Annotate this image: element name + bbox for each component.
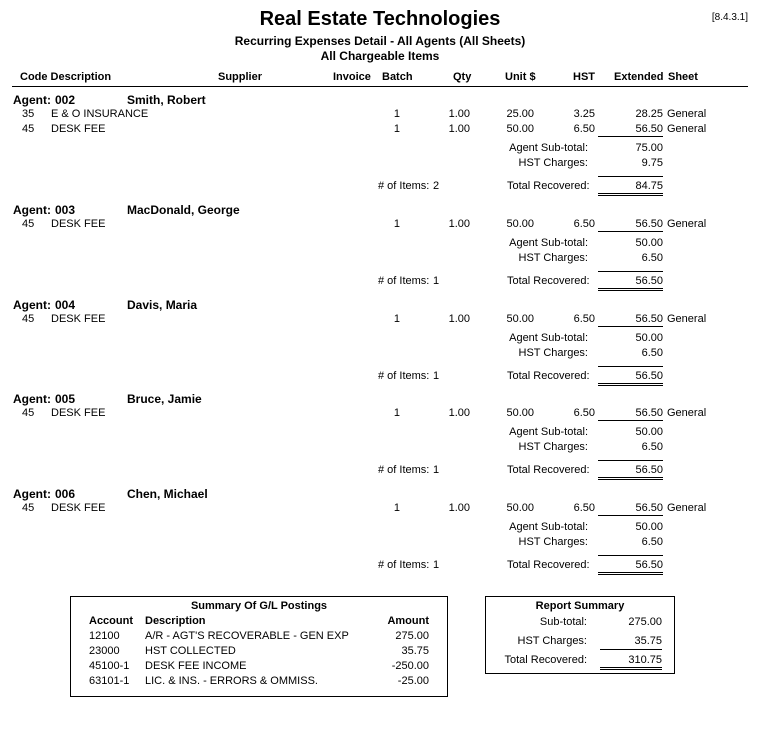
subtotal-label: Agent Sub-total: <box>509 237 588 249</box>
row-sheet: General <box>667 313 707 325</box>
total-recovered-label: Total Recovered: <box>507 370 590 382</box>
gl-amount: 35.75 <box>401 645 429 657</box>
col-invoice: Invoice <box>333 71 371 83</box>
total-recovered-value: 84.75 <box>635 180 663 192</box>
items-count: 1 <box>433 464 440 476</box>
row-extended: 56.50 <box>635 313 663 325</box>
total-double-rule-1 <box>598 477 663 478</box>
total-rule-top <box>598 555 663 556</box>
row-code: 45 <box>22 407 35 419</box>
row-description: DESK FEE <box>51 502 106 514</box>
report-summary-subtotal-label: Sub-total: <box>539 616 587 628</box>
hst-charges-label: HST Charges: <box>518 157 588 169</box>
gl-amount: 275.00 <box>395 630 429 642</box>
row-batch: 1 <box>393 123 400 135</box>
row-qty: 1.00 <box>448 108 470 120</box>
row-qty: 1.00 <box>448 218 470 230</box>
gl-amount: -250.00 <box>391 660 429 672</box>
total-double-rule-2 <box>598 290 663 291</box>
row-hst: 6.50 <box>573 407 595 419</box>
subtotal-value: 50.00 <box>635 332 663 344</box>
row-sheet: General <box>667 218 707 230</box>
gl-amount: -25.00 <box>397 675 429 687</box>
report-summary-hst-label: HST Charges: <box>517 635 587 647</box>
row-batch: 1 <box>393 313 400 325</box>
col-sheet: Sheet <box>668 71 698 83</box>
report-summary-double-rule-1 <box>600 667 662 668</box>
hst-charges-value: 6.50 <box>641 536 663 548</box>
items-count: 1 <box>433 275 440 287</box>
row-code: 45 <box>22 502 35 514</box>
hst-charges-value: 6.50 <box>641 252 663 264</box>
agent-label: Agent: <box>13 93 51 107</box>
subtotal-value: 50.00 <box>635 521 663 533</box>
row-unit: 50.00 <box>506 123 534 135</box>
total-recovered-value: 56.50 <box>635 559 663 571</box>
hst-charges-label: HST Charges: <box>518 252 588 264</box>
col-hst: HST <box>573 71 595 83</box>
agent-name: Davis, Maria <box>127 298 198 312</box>
agent-label: Agent: <box>13 392 51 406</box>
subtotal-label: Agent Sub-total: <box>509 142 588 154</box>
row-sheet: General <box>667 407 707 419</box>
agent-label: Agent: <box>13 487 51 501</box>
total-double-rule-1 <box>598 288 663 289</box>
items-label: # of Items: <box>378 275 430 287</box>
row-extended: 56.50 <box>635 407 663 419</box>
row-unit: 50.00 <box>506 502 534 514</box>
subtotal-value: 75.00 <box>635 142 663 154</box>
items-label: # of Items: <box>378 559 430 571</box>
items-label: # of Items: <box>378 180 430 192</box>
report-subtitle: Recurring Expenses Detail - All Agents (All Sheets) <box>234 34 526 48</box>
gl-account: 23000 <box>89 645 120 657</box>
gl-summary-box <box>70 596 448 697</box>
total-recovered-value: 56.50 <box>635 464 663 476</box>
report-summary-hst: 35.75 <box>634 635 662 647</box>
row-unit: 50.00 <box>506 218 534 230</box>
row-sheet: General <box>667 123 707 135</box>
row-qty: 1.00 <box>448 502 470 514</box>
agent-name: MacDonald, George <box>127 203 240 217</box>
hst-charges-value: 6.50 <box>641 347 663 359</box>
extended-rule <box>598 136 663 137</box>
hst-charges-value: 9.75 <box>641 157 663 169</box>
total-recovered-label: Total Recovered: <box>507 464 590 476</box>
subtotal-label: Agent Sub-total: <box>509 332 588 344</box>
row-sheet: General <box>667 502 707 514</box>
row-hst: 6.50 <box>573 218 595 230</box>
row-code: 45 <box>22 313 35 325</box>
report-summary-title: Report Summary <box>535 600 625 612</box>
extended-rule <box>598 420 663 421</box>
extended-rule <box>598 326 663 327</box>
agent-name: Bruce, Jamie <box>127 392 202 406</box>
report-summary-double-rule-2 <box>600 669 662 670</box>
total-recovered-label: Total Recovered: <box>507 275 590 287</box>
row-description: DESK FEE <box>51 407 106 419</box>
report-summary-total-label: Total Recovered: <box>504 654 587 666</box>
row-code: 45 <box>22 218 35 230</box>
total-rule-top <box>598 271 663 272</box>
total-recovered-value: 56.50 <box>635 370 663 382</box>
items-label: # of Items: <box>378 464 430 476</box>
total-double-rule-2 <box>598 574 663 575</box>
gl-account: 12100 <box>89 630 120 642</box>
col-unit: Unit $ <box>505 71 536 83</box>
row-unit: 25.00 <box>506 108 534 120</box>
agent-id: 002 <box>55 93 76 107</box>
gl-account: 45100-1 <box>89 660 130 672</box>
row-extended: 28.25 <box>635 108 663 120</box>
agent-label: Agent: <box>13 298 51 312</box>
items-label: # of Items: <box>378 370 430 382</box>
total-recovered-label: Total Recovered: <box>507 559 590 571</box>
gl-account: 63101-1 <box>89 675 130 687</box>
gl-summary-title: Summary Of G/L Postings <box>190 600 328 612</box>
subtotal-label: Agent Sub-total: <box>509 426 588 438</box>
agent-name: Chen, Michael <box>127 487 208 501</box>
report-summary-total: 310.75 <box>628 654 662 666</box>
hst-charges-label: HST Charges: <box>518 536 588 548</box>
row-batch: 1 <box>393 218 400 230</box>
gl-header-description: Description <box>145 615 206 627</box>
total-double-rule-1 <box>598 572 663 573</box>
total-rule-top <box>598 176 663 177</box>
total-recovered-value: 56.50 <box>635 275 663 287</box>
row-hst: 6.50 <box>573 313 595 325</box>
row-description: DESK FEE <box>51 313 106 325</box>
agent-id: 005 <box>55 392 76 406</box>
row-sheet: General <box>667 108 707 120</box>
col-supplier: Supplier <box>218 71 263 83</box>
report-title: Real Estate Technologies <box>259 8 501 30</box>
report-summary-rule <box>600 649 662 650</box>
report-summary-subtotal: 275.00 <box>628 616 662 628</box>
total-rule-top <box>598 460 663 461</box>
gl-description: LIC. & INS. - ERRORS & OMMISS. <box>145 675 318 687</box>
extended-rule <box>598 515 663 516</box>
row-extended: 56.50 <box>635 218 663 230</box>
subtotal-label: Agent Sub-total: <box>509 521 588 533</box>
report-subtitle-2: All Chargeable Items <box>320 49 440 63</box>
row-batch: 1 <box>393 502 400 514</box>
row-unit: 50.00 <box>506 313 534 325</box>
row-batch: 1 <box>393 407 400 419</box>
row-qty: 1.00 <box>448 123 470 135</box>
row-hst: 6.50 <box>573 123 595 135</box>
agent-id: 006 <box>55 487 76 501</box>
row-unit: 50.00 <box>506 407 534 419</box>
row-hst: 6.50 <box>573 502 595 514</box>
col-extended: Extended <box>614 71 664 83</box>
hst-charges-value: 6.50 <box>641 441 663 453</box>
total-recovered-label: Total Recovered: <box>507 180 590 192</box>
report-summary-box <box>485 596 675 674</box>
agent-label: Agent: <box>13 203 51 217</box>
total-double-rule-1 <box>598 383 663 384</box>
gl-header-amount: Amount <box>387 615 429 627</box>
gl-header-account: Account <box>89 615 133 627</box>
gl-description: HST COLLECTED <box>145 645 236 657</box>
version-label: [8.4.3.1] <box>711 12 748 23</box>
row-batch: 1 <box>393 108 400 120</box>
total-rule-top <box>598 366 663 367</box>
row-qty: 1.00 <box>448 313 470 325</box>
subtotal-value: 50.00 <box>635 426 663 438</box>
row-description: E & O INSURANCE <box>51 108 149 120</box>
header-divider <box>12 86 748 87</box>
row-code: 45 <box>22 123 35 135</box>
total-double-rule-2 <box>598 385 663 386</box>
col-code-desc: Code Description <box>20 71 112 83</box>
agent-id: 003 <box>55 203 76 217</box>
row-extended: 56.50 <box>635 502 663 514</box>
row-qty: 1.00 <box>448 407 470 419</box>
col-qty: Qty <box>453 71 472 83</box>
total-double-rule-2 <box>598 195 663 196</box>
hst-charges-label: HST Charges: <box>518 347 588 359</box>
row-hst: 3.25 <box>573 108 595 120</box>
agent-id: 004 <box>55 298 76 312</box>
col-batch: Batch <box>382 71 413 83</box>
items-count: 1 <box>433 370 440 382</box>
extended-rule <box>598 231 663 232</box>
items-count: 1 <box>433 559 440 571</box>
row-code: 35 <box>22 108 35 120</box>
hst-charges-label: HST Charges: <box>518 441 588 453</box>
subtotal-value: 50.00 <box>635 237 663 249</box>
row-description: DESK FEE <box>51 123 106 135</box>
gl-description: DESK FEE INCOME <box>145 660 247 672</box>
agent-name: Smith, Robert <box>127 93 206 107</box>
total-double-rule-2 <box>598 479 663 480</box>
gl-description: A/R - AGT'S RECOVERABLE - GEN EXP <box>145 630 349 642</box>
total-double-rule-1 <box>598 193 663 194</box>
row-extended: 56.50 <box>635 123 663 135</box>
row-description: DESK FEE <box>51 218 106 230</box>
items-count: 2 <box>433 180 440 192</box>
